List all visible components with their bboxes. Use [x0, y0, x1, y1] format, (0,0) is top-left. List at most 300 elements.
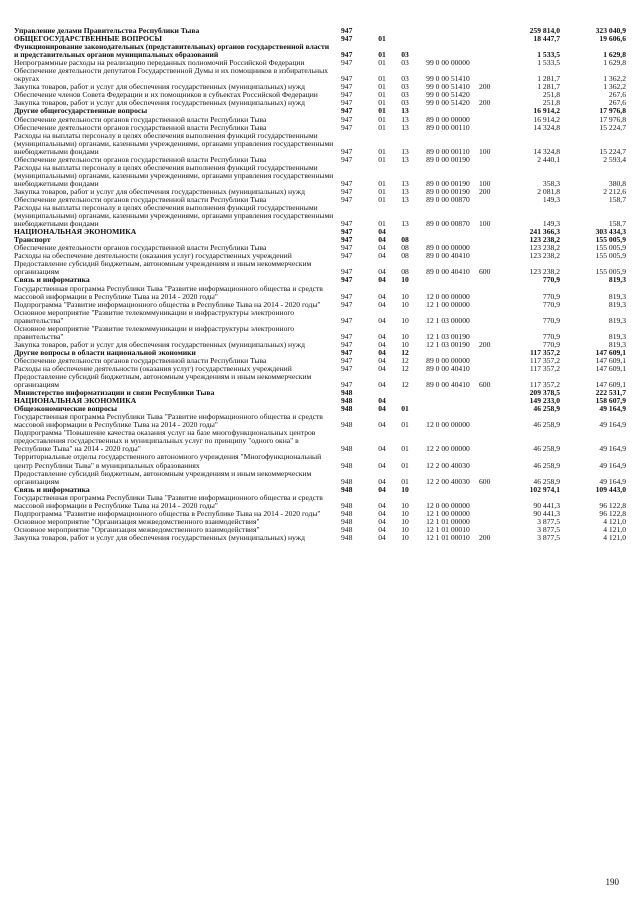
row-name: Общеэкономические вопросы [14, 404, 118, 414]
row-ved-code: 947 [341, 98, 353, 108]
row-section-code: 01 [378, 178, 386, 188]
row-section-code: 04 [378, 476, 386, 486]
row-target-article: 89 0 00 00870 [426, 219, 470, 229]
row-sum-year-2: 19 606,6 [599, 34, 626, 44]
row-subsection-code: 10 [401, 299, 409, 309]
row-name: Обеспечение деятельности депутатов Государственной Думы и их помощников в избирательных округах [14, 66, 329, 84]
row-ved-code: 948 [341, 516, 353, 526]
row-ved-code: 947 [341, 146, 353, 156]
row-section-code: 04 [378, 420, 386, 430]
row-sum-year-1: 251,8 [542, 90, 560, 100]
row-sum-year-2: 222 531,7 [595, 388, 626, 398]
row-name: Предоставление субсидий бюджетным, автономным учреждениям и иным некоммерческим организациям [14, 259, 312, 277]
row-ved-code: 948 [341, 460, 353, 470]
row-subsection-code: 01 [401, 404, 409, 414]
row-sum-year-2: 267,6 [608, 90, 626, 100]
row-section-code: 04 [378, 227, 386, 237]
row-name: Предоставление субсидий бюджетным, автономным учреждениям и иным некоммерческим организациям [14, 372, 312, 390]
row-subsection-code: 13 [401, 122, 409, 132]
row-sum-year-1: 1 281,7 [537, 82, 560, 92]
row-name: Закупка товаров, работ и услуг для обеспечения государственных (муниципальных) нужд [14, 339, 305, 349]
row-ved-code: 947 [341, 50, 353, 60]
row-section-code: 01 [378, 154, 386, 164]
row-sum-year-2: 1 362,2 [603, 74, 626, 84]
row-name: Связь и информатика [14, 484, 90, 494]
table-row [14, 67, 626, 83]
row-subsection-code: 13 [401, 146, 409, 156]
row-name: ОБЩЕГОСУДАРСТВЕННЫЕ ВОПРОСЫ [14, 34, 162, 44]
row-sum-year-2: 4 121,0 [603, 532, 626, 542]
row-sum-year-2: 147 609,1 [595, 363, 626, 373]
row-name: Обеспечение деятельности органов государственной власти Республики Тыва [14, 114, 267, 124]
row-subsection-code: 13 [401, 219, 409, 229]
row-name: НАЦИОНАЛЬНАЯ ЭКОНОМИКА [14, 227, 137, 237]
row-name: Подпрограмма "Повышение качества оказания услуг на базе многофункциональных центров предоставления государственных и муниципальных услуг по принципу "одного окна" в Республике Тыва" на 2014 - 2020 годы" [14, 428, 316, 454]
row-section-code: 01 [378, 219, 386, 229]
table-row [14, 325, 626, 341]
row-sum-year-1: 14 324,8 [533, 122, 560, 132]
row-expense-type: 200 [479, 98, 491, 108]
row-name: Другие общегосударственные вопросы [14, 106, 148, 116]
row-ved-code: 947 [341, 194, 353, 204]
row-sum-year-1: 1 533,5 [537, 50, 560, 60]
budget-table [14, 27, 626, 542]
row-sum-year-1: 46 258,9 [533, 404, 560, 414]
row-target-article: 12 1 01 00010 [426, 524, 470, 534]
row-sum-year-1: 3 877,5 [537, 532, 560, 542]
row-name: Расходы на выплаты персоналу в целях обеспечения выполнения функций государственными (муниципальными) органами, казенными учреждениями, органами управления государственными внебюджетными фондами [14, 203, 334, 229]
row-subsection-code: 08 [401, 235, 409, 245]
row-ved-code: 947 [341, 380, 353, 390]
row-sum-year-1: 14 324,8 [533, 146, 560, 156]
row-sum-year-2: 49 164,9 [599, 460, 626, 470]
row-section-code: 04 [378, 235, 386, 245]
row-ved-code: 948 [341, 476, 353, 486]
row-section-code: 04 [378, 363, 386, 373]
row-ved-code: 948 [341, 524, 353, 534]
table-row [14, 309, 626, 325]
row-expense-type: 600 [479, 476, 491, 486]
row-subsection-code: 13 [401, 154, 409, 164]
row-target-article: 12 1 00 00000 [426, 508, 470, 518]
row-section-code: 01 [378, 146, 386, 156]
row-sum-year-2: 323 040,9 [595, 26, 626, 35]
row-sum-year-1: 1 281,7 [537, 74, 560, 84]
row-subsection-code: 10 [401, 291, 409, 301]
table-row [14, 132, 626, 156]
row-subsection-code: 03 [401, 74, 409, 84]
row-sum-year-2: 819,3 [608, 291, 626, 301]
row-section-code: 01 [378, 34, 386, 44]
row-ved-code: 947 [341, 267, 353, 277]
row-sum-year-1: 770,9 [542, 299, 560, 309]
row-subsection-code: 01 [401, 476, 409, 486]
row-subsection-code: 13 [401, 178, 409, 188]
row-name: Связь и информатика [14, 275, 90, 285]
row-section-code: 01 [378, 58, 386, 68]
row-name: Обеспечение деятельности органов государственной власти Республики Тыва [14, 154, 267, 164]
table-row [14, 43, 626, 59]
row-section-code: 04 [378, 243, 386, 253]
row-subsection-code: 10 [401, 331, 409, 341]
row-expense-type: 200 [479, 186, 491, 196]
row-sum-year-2: 96 122,8 [599, 508, 626, 518]
table-row [14, 413, 626, 429]
row-target-article: 89 0 00 00190 [426, 178, 470, 188]
row-subsection-code: 08 [401, 251, 409, 261]
row-target-article: 12 1 00 00000 [426, 299, 470, 309]
table-row [14, 470, 626, 486]
row-subsection-code: 10 [401, 315, 409, 325]
row-target-article: 89 0 00 00000 [426, 355, 470, 365]
row-subsection-code: 01 [401, 420, 409, 430]
row-sum-year-2: 49 164,9 [599, 476, 626, 486]
row-section-code: 04 [378, 396, 386, 406]
row-ved-code: 948 [341, 444, 353, 454]
row-name: Расходы на обеспечение деятельности (оказания услуг) государственных учреждений [14, 251, 292, 261]
row-ved-code: 947 [341, 82, 353, 92]
row-name: НАЦИОНАЛЬНАЯ ЭКОНОМИКА [14, 396, 137, 406]
row-name: Подпрограмма "Развитие информационного общества в Республике Тыва на 2014 - 2020 годы" [14, 299, 321, 309]
row-sum-year-1: 102 974,1 [529, 484, 560, 494]
row-sum-year-1: 770,9 [542, 339, 560, 349]
row-sum-year-1: 3 877,5 [537, 516, 560, 526]
row-subsection-code: 10 [401, 532, 409, 542]
row-target-article: 89 0 00 00000 [426, 114, 470, 124]
row-target-article: 89 0 00 40410 [426, 363, 470, 373]
row-sum-year-1: 149,3 [542, 194, 560, 204]
row-name: Территориальные отделы государственного автономного учреждения "Многофункциональный центр Республики Тыва" в муниципальных образованиях [14, 452, 322, 470]
row-sum-year-1: 251,8 [542, 98, 560, 108]
row-expense-type: 600 [479, 380, 491, 390]
row-ved-code: 947 [341, 26, 353, 35]
table-row [14, 204, 626, 228]
row-sum-year-2: 49 164,9 [599, 404, 626, 414]
table-row [14, 494, 626, 510]
row-target-article: 89 0 00 40410 [426, 251, 470, 261]
row-target-article: 99 0 00 00000 [426, 58, 470, 68]
row-name: Основное мероприятие "Развитие телекоммуникации и инфраструктуры электронного правительства" [14, 307, 295, 325]
row-ved-code: 947 [341, 251, 353, 261]
row-sum-year-2: 819,3 [608, 299, 626, 309]
row-subsection-code: 03 [401, 90, 409, 100]
row-name: Закупка товаров, работ и услуг для обеспечения государственных (муниципальных) нужд [14, 82, 305, 92]
row-target-article: 12 0 00 00000 [426, 291, 470, 301]
row-section-code: 04 [378, 347, 386, 357]
row-subsection-code: 01 [401, 444, 409, 454]
row-sum-year-2: 4 121,0 [603, 524, 626, 534]
row-ved-code: 947 [341, 114, 353, 124]
row-sum-year-1: 770,9 [542, 315, 560, 325]
row-sum-year-1: 770,9 [542, 331, 560, 341]
row-section-code: 04 [378, 355, 386, 365]
row-ved-code: 947 [341, 58, 353, 68]
row-target-article: 12 1 03 00190 [426, 331, 470, 341]
row-target-article: 12 1 01 00000 [426, 516, 470, 526]
row-expense-type: 200 [479, 532, 491, 542]
row-sum-year-1: 16 914,2 [533, 106, 560, 116]
row-subsection-code: 12 [401, 363, 409, 373]
row-sum-year-2: 2 212,6 [603, 186, 626, 196]
row-section-code: 01 [378, 74, 386, 84]
row-target-article: 89 0 00 00110 [426, 146, 470, 156]
row-name: Функционирование законодательных (представительных) органов государственной власти и представительных органов муниципальных образований [14, 42, 330, 60]
row-subsection-code: 13 [401, 194, 409, 204]
row-ved-code: 947 [341, 90, 353, 100]
row-sum-year-1: 117 357,2 [529, 363, 560, 373]
row-sum-year-2: 147 609,1 [595, 355, 626, 365]
row-sum-year-1: 123 238,2 [529, 251, 560, 261]
row-sum-year-1: 117 357,2 [529, 355, 560, 365]
row-target-article: 99 0 00 51410 [426, 74, 470, 84]
row-section-code: 04 [378, 404, 386, 414]
row-sum-year-2: 147 609,1 [595, 380, 626, 390]
row-target-article: 89 0 00 40410 [426, 267, 470, 277]
row-subsection-code: 03 [401, 50, 409, 60]
row-sum-year-2: 158 607,9 [595, 396, 626, 406]
row-section-code: 04 [378, 267, 386, 277]
row-name: Закупка товаров, работ и услуг для обеспечения государственных (муниципальных) нужд [14, 186, 305, 196]
row-ved-code: 947 [341, 186, 353, 196]
row-sum-year-1: 123 238,2 [529, 243, 560, 253]
row-name: Расходы на обеспечение деятельности (оказания услуг) государственных учреждений [14, 363, 292, 373]
row-name: Предоставление субсидий бюджетным, автономным учреждениям и иным некоммерческим организациям [14, 468, 312, 486]
row-subsection-code: 03 [401, 82, 409, 92]
row-expense-type: 200 [479, 82, 491, 92]
row-target-article: 89 0 00 40410 [426, 380, 470, 390]
row-section-code: 01 [378, 50, 386, 60]
table-row [14, 285, 626, 301]
row-subsection-code: 10 [401, 500, 409, 510]
row-sum-year-2: 819,3 [608, 315, 626, 325]
row-sum-year-2: 158,7 [608, 194, 626, 204]
row-ved-code: 947 [341, 122, 353, 132]
row-target-article: 89 0 00 00870 [426, 194, 470, 204]
row-subsection-code: 13 [401, 186, 409, 196]
row-name: Расходы на выплаты персоналу в целях обеспечения выполнения функций государственными (муниципальными) органами, казенными учреждениями, органами управления государственными внебюджетными фондами [14, 130, 334, 156]
row-name: Обеспечение деятельности органов государственной власти Республики Тыва [14, 122, 267, 132]
row-name: Основное мероприятие "Организация межведомственного взаимодействия" [14, 524, 260, 534]
row-sum-year-1: 123 238,2 [529, 267, 560, 277]
row-subsection-code: 12 [401, 355, 409, 365]
row-sum-year-2: 155 005,9 [595, 235, 626, 245]
row-ved-code: 948 [341, 404, 353, 414]
row-section-code: 04 [378, 251, 386, 261]
row-ved-code: 948 [341, 388, 353, 398]
row-subsection-code: 12 [401, 347, 409, 357]
row-sum-year-1: 1 533,5 [537, 58, 560, 68]
row-ved-code: 947 [341, 299, 353, 309]
row-sum-year-1: 770,9 [542, 291, 560, 301]
row-sum-year-2: 4 121,0 [603, 516, 626, 526]
row-ved-code: 947 [341, 315, 353, 325]
row-sum-year-2: 819,3 [608, 339, 626, 349]
row-expense-type: 100 [479, 178, 491, 188]
row-sum-year-2: 380,8 [608, 178, 626, 188]
row-ved-code: 948 [341, 508, 353, 518]
row-ved-code: 948 [341, 420, 353, 430]
row-name: Государственная программа Республики Тыва "Развитие информационного общества и средств массовой информации в Республике Тыва на 2014 - 2020 годы" [14, 412, 323, 430]
table-row [14, 534, 626, 542]
row-section-code: 04 [378, 331, 386, 341]
row-expense-type: 100 [479, 146, 491, 156]
row-sum-year-2: 155 005,9 [595, 251, 626, 261]
row-ved-code: 947 [341, 355, 353, 365]
row-sum-year-2: 158,7 [608, 219, 626, 229]
row-ved-code: 948 [341, 484, 353, 494]
row-name: Государственная программа Республики Тыва "Развитие информационного общества и средств массовой информации в Республике Тыва на 2014 - 2020 годы" [14, 492, 323, 510]
row-target-article: 89 0 00 00000 [426, 243, 470, 253]
row-section-code: 01 [378, 90, 386, 100]
row-sum-year-1: 209 378,5 [529, 388, 560, 398]
row-sum-year-1: 46 258,9 [533, 444, 560, 454]
row-sum-year-1: 241 366,3 [529, 227, 560, 237]
row-sum-year-1: 2 081,8 [537, 186, 560, 196]
row-sum-year-1: 90 441,3 [533, 500, 560, 510]
row-sum-year-2: 15 224,7 [599, 146, 626, 156]
row-section-code: 04 [378, 339, 386, 349]
row-subsection-code: 10 [401, 508, 409, 518]
row-ved-code: 947 [341, 34, 353, 44]
row-section-code: 01 [378, 114, 386, 124]
table-row [14, 429, 626, 453]
row-section-code: 04 [378, 291, 386, 301]
row-subsection-code: 08 [401, 243, 409, 253]
row-subsection-code: 10 [401, 275, 409, 285]
row-sum-year-2: 155 005,9 [595, 267, 626, 277]
row-section-code: 04 [378, 380, 386, 390]
row-target-article: 12 1 01 00010 [426, 532, 470, 542]
row-section-code: 01 [378, 194, 386, 204]
row-section-code: 04 [378, 500, 386, 510]
row-sum-year-2: 96 122,8 [599, 500, 626, 510]
row-section-code: 04 [378, 532, 386, 542]
row-section-code: 01 [378, 82, 386, 92]
row-ved-code: 948 [341, 500, 353, 510]
row-sum-year-1: 117 357,2 [530, 347, 560, 357]
row-target-article: 12 1 03 00190 [426, 339, 470, 349]
row-sum-year-2: 2 593,4 [603, 154, 626, 164]
row-sum-year-1: 16 914,2 [533, 114, 560, 124]
row-ved-code: 947 [341, 106, 353, 116]
row-target-article: 12 0 00 00000 [426, 420, 470, 430]
row-target-article: 99 0 00 51420 [426, 98, 470, 108]
row-subsection-code: 10 [401, 516, 409, 526]
row-ved-code: 947 [341, 74, 353, 84]
row-sum-year-1: 3 877,5 [537, 524, 560, 534]
row-subsection-code: 10 [401, 339, 409, 349]
row-sum-year-2: 15 224,7 [599, 122, 626, 132]
row-subsection-code: 10 [401, 524, 409, 534]
row-section-code: 01 [378, 98, 386, 108]
row-subsection-code: 13 [401, 114, 409, 124]
row-sum-year-1: 46 258,9 [533, 460, 560, 470]
row-target-article: 99 0 00 51420 [426, 90, 470, 100]
row-sum-year-1: 149,3 [542, 219, 560, 229]
row-name: Непрограммные расходы на реализацию переданных полномочий Российской Федерации [14, 58, 305, 68]
table-row [14, 373, 626, 389]
table-row [14, 453, 626, 469]
row-sum-year-2: 303 434,3 [595, 227, 626, 237]
row-section-code: 01 [378, 186, 386, 196]
row-section-code: 04 [378, 444, 386, 454]
row-name: Закупка товаров, работ и услуг для обеспечения государственных (муниципальных) нужд [14, 532, 305, 542]
row-name: Обеспечение членов Совета Федерации и их помощников в субъектах Российской Федерации [14, 90, 318, 100]
row-ved-code: 947 [341, 339, 353, 349]
row-ved-code: 947 [341, 275, 353, 285]
row-section-code: 04 [378, 460, 386, 470]
row-target-article: 12 2 00 00000 [426, 444, 470, 454]
row-ved-code: 947 [341, 291, 353, 301]
row-target-article: 12 0 00 00000 [426, 500, 470, 510]
row-subsection-code: 10 [401, 484, 409, 494]
row-name: Закупка товаров, работ и услуг для обеспечения государственных (муниципальных) нужд [14, 98, 305, 108]
row-target-article: 12 1 03 00000 [426, 315, 470, 325]
row-ved-code: 948 [341, 532, 353, 542]
row-sum-year-1: 2 440,1 [537, 154, 560, 164]
row-target-article: 89 0 00 00190 [426, 154, 470, 164]
row-target-article: 12 2 00 40030 [426, 460, 470, 470]
row-sum-year-1: 46 258,9 [533, 476, 560, 486]
row-subsection-code: 03 [401, 98, 409, 108]
row-subsection-code: 03 [401, 58, 409, 68]
row-section-code: 04 [378, 315, 386, 325]
row-name: Обеспечение деятельности органов государственной власти Республики Тыва [14, 243, 267, 253]
row-sum-year-1: 770,9 [542, 275, 560, 285]
row-ved-code: 948 [341, 396, 353, 406]
row-name: Министерство информатизации и связи Республики Тыва [14, 388, 215, 398]
row-section-code: 04 [378, 275, 386, 285]
row-subsection-code: 12 [401, 380, 409, 390]
row-subsection-code: 13 [401, 106, 409, 116]
row-target-article: 99 0 00 51410 [426, 82, 470, 92]
row-section-code: 04 [378, 299, 386, 309]
row-expense-type: 200 [479, 339, 491, 349]
row-name: Расходы на выплаты персоналу в целях обеспечения выполнения функций государственными (муниципальными) органами, казенными учреждениями, органами управления государственными внебюджетными фондами [14, 162, 334, 188]
row-sum-year-1: 149 233,0 [529, 396, 560, 406]
row-sum-year-2: 267,6 [608, 98, 626, 108]
row-sum-year-1: 18 447,7 [533, 34, 560, 44]
row-sum-year-2: 819,3 [608, 275, 626, 285]
row-name: Основное мероприятие "Развитие телекоммуникации и инфраструктуры электронного правительства" [14, 323, 295, 341]
row-sum-year-1: 259 814,0 [529, 26, 560, 35]
table-row [14, 164, 626, 188]
row-ved-code: 947 [341, 331, 353, 341]
row-expense-type: 600 [479, 267, 491, 277]
row-section-code: 04 [378, 508, 386, 518]
row-ved-code: 947 [341, 347, 353, 357]
row-target-article: 12 2 00 40030 [426, 476, 470, 486]
row-name: Обеспечение деятельности органов государственной власти Республики Тыва [14, 355, 267, 365]
row-ved-code: 947 [341, 235, 353, 245]
row-sum-year-1: 46 258,9 [533, 420, 560, 430]
row-ved-code: 947 [341, 363, 353, 373]
row-subsection-code: 01 [401, 460, 409, 470]
row-name: Подпрограмма "Развитие информационного общества в Республике Тыва на 2014 - 2020 годы" [14, 508, 321, 518]
row-name: Управление делами Правительства Республики Тыва [14, 26, 200, 35]
row-name: Обеспечение деятельности органов государственной власти Республики Тыва [14, 194, 267, 204]
row-ved-code: 947 [341, 178, 353, 188]
row-sum-year-2: 49 164,9 [599, 444, 626, 454]
row-ved-code: 947 [341, 243, 353, 253]
row-sum-year-2: 819,3 [608, 331, 626, 341]
row-sum-year-2: 147 609,1 [595, 347, 626, 357]
row-name: Государственная программа Республики Тыва "Развитие информационного общества и средств массовой информации в Республике Тыва на 2014 - 2020 годы" [14, 283, 323, 301]
row-sum-year-2: 155 005,9 [595, 243, 626, 253]
row-section-code: 01 [378, 122, 386, 132]
row-sum-year-2: 17 976,8 [599, 114, 626, 124]
row-sum-year-1: 117 357,2 [529, 380, 560, 390]
